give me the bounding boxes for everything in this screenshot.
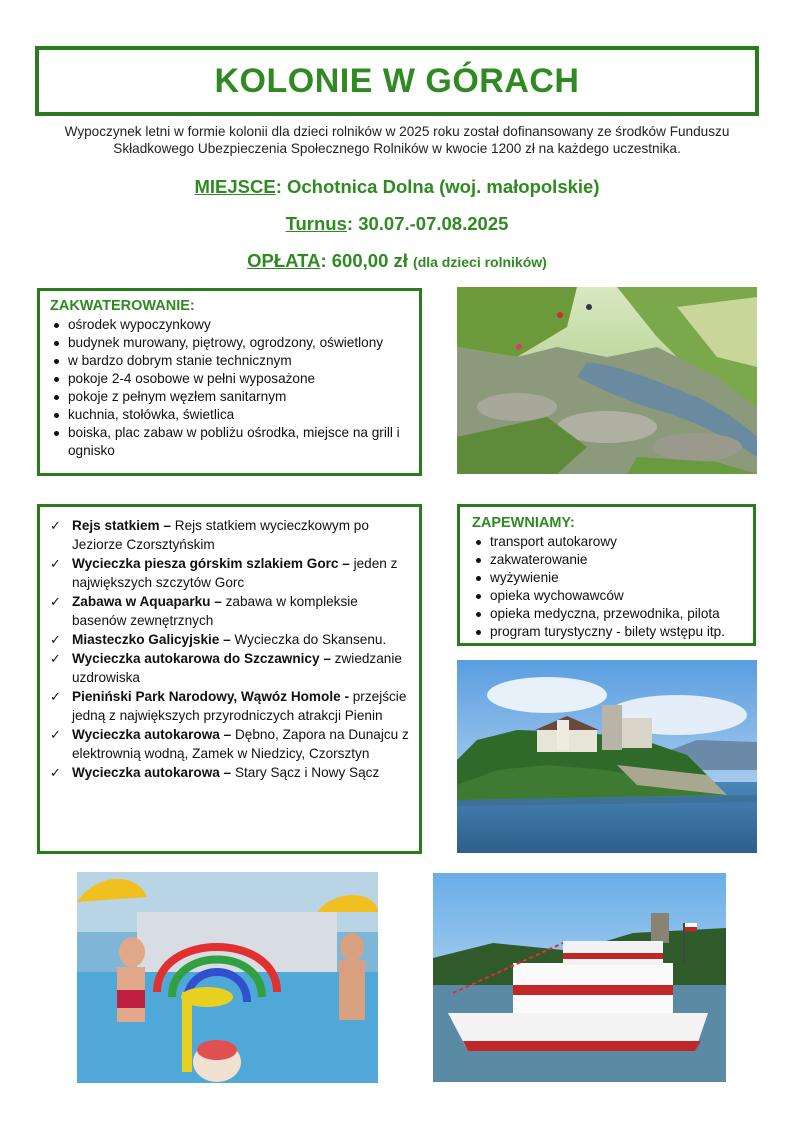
- list-item: [50, 725, 409, 763]
- list-item: [50, 649, 409, 687]
- aquapark-photo: [77, 872, 378, 1083]
- place-label: MIEJSCE: [194, 176, 276, 197]
- list-item: kuchnia, stołówka, świetlica: [68, 406, 409, 424]
- check-icon: ✓: [50, 632, 61, 647]
- turnus-value: : 30.07.-07.08.2025: [346, 213, 509, 234]
- accommodation-heading: ZAKWATEROWANIE:: [50, 298, 195, 314]
- list-item: program turystyczny - bilety wstępu itp.: [490, 623, 743, 641]
- title-box: [35, 46, 759, 116]
- excursion-text: jeden z największych szczytów Gorc: [72, 556, 398, 590]
- check-icon: ✓: [50, 594, 61, 609]
- list-item: [50, 630, 409, 649]
- list-item: [50, 687, 409, 725]
- check-icon: ✓: [50, 765, 61, 780]
- excursion-text: zwiedzanie uzdrowiska: [72, 651, 402, 685]
- list-item: opieka wychowawców: [490, 587, 743, 605]
- turnus-label: Turnus: [285, 213, 347, 234]
- fee-value: : 600,00 zł: [320, 250, 414, 271]
- fee-note: (dla dzieci rolników): [413, 254, 547, 270]
- excursion-title: Wycieczka autokarowa –: [72, 727, 232, 742]
- excursion-text: Dębno, Zapora na Dunajcu z elektrownią wodną, Zamek w Niedzicy, Czorsztyn: [72, 727, 409, 761]
- list-item: budynek murowany, piętrowy, ogrodzony, oświetlony: [68, 334, 409, 352]
- excursion-title: Wycieczka autokarowa do Szczawnicy –: [72, 651, 331, 666]
- list-item: ośrodek wypoczynkowy: [68, 316, 409, 334]
- place-line: [0, 176, 794, 198]
- excursion-text: Wycieczka do Skansenu.: [230, 632, 387, 647]
- list-item: wyżywienie: [490, 569, 743, 587]
- list-item: pokoje z pełnym węzłem sanitarnym: [68, 388, 409, 406]
- list-item: [50, 592, 409, 630]
- list-item: [50, 516, 409, 554]
- list-item: w bardzo dobrym stanie technicznym: [68, 352, 409, 370]
- castle-photo: [457, 660, 757, 853]
- fee-line: [0, 250, 794, 272]
- list-item: boiska, plac zabaw w pobliżu ośrodka, miejsce na grill i ognisko: [68, 424, 409, 460]
- gorge-photo: [457, 287, 757, 474]
- excursion-text: zabawa w kompleksie basenów zewnętrznych: [72, 594, 358, 628]
- list-item: opieka medyczna, przewodnika, pilota: [490, 605, 743, 623]
- check-icon: ✓: [50, 727, 61, 742]
- place-value: : Ochotnica Dolna (woj. małopolskie): [275, 176, 600, 197]
- boat-photo: [433, 873, 726, 1082]
- check-icon: ✓: [50, 689, 61, 704]
- provide-list: [472, 533, 743, 641]
- list-item: transport autokarowy: [490, 533, 743, 551]
- list-item: pokoje 2-4 osobowe w pełni wyposażone: [68, 370, 409, 388]
- excursion-title: Rejs statkiem –: [72, 518, 171, 533]
- page-title: KOLONIE W GÓRACH: [214, 61, 580, 100]
- excursion-title: Wycieczka autokarowa –: [72, 765, 232, 780]
- excursion-text: Rejs statkiem wycieczkowym po Jeziorze Czorsztyńskim: [72, 518, 369, 552]
- excursion-title: Pieniński Park Narodowy, Wąwóz Homole -: [72, 689, 349, 704]
- turnus-line: [0, 213, 794, 235]
- check-icon: ✓: [50, 651, 61, 666]
- check-icon: ✓: [50, 518, 61, 533]
- provide-box: [457, 504, 756, 646]
- list-item: zakwaterowanie: [490, 551, 743, 569]
- excursion-text: Stary Sącz i Nowy Sącz: [231, 765, 380, 780]
- excursion-title: Wycieczka piesza górskim szlakiem Gorc –: [72, 556, 350, 571]
- fee-label: OPŁATA: [247, 250, 321, 271]
- excursion-title: Zabawa w Aquaparku –: [72, 594, 222, 609]
- list-item: [50, 763, 409, 782]
- excursion-text: przejście jedną z największych przyrodniczych atrakcji Pienin: [72, 689, 407, 723]
- excursions-box: [37, 504, 422, 854]
- accommodation-box: [37, 288, 422, 476]
- provide-heading: ZAPEWNIAMY:: [472, 515, 575, 531]
- excursion-title: Miasteczko Galicyjskie –: [72, 632, 231, 647]
- check-icon: ✓: [50, 556, 61, 571]
- intro-text: Wypoczynek letni w formie kolonii dla dzieci rolników w 2025 roku został dofinansowany ze środków Funduszu Składkowego Ubezpieczenia Społecznego Rolników w kwocie 1200 zł na każdego uczestnika.: [64, 124, 730, 156]
- list-item: [50, 554, 409, 592]
- accommodation-list: [50, 316, 409, 460]
